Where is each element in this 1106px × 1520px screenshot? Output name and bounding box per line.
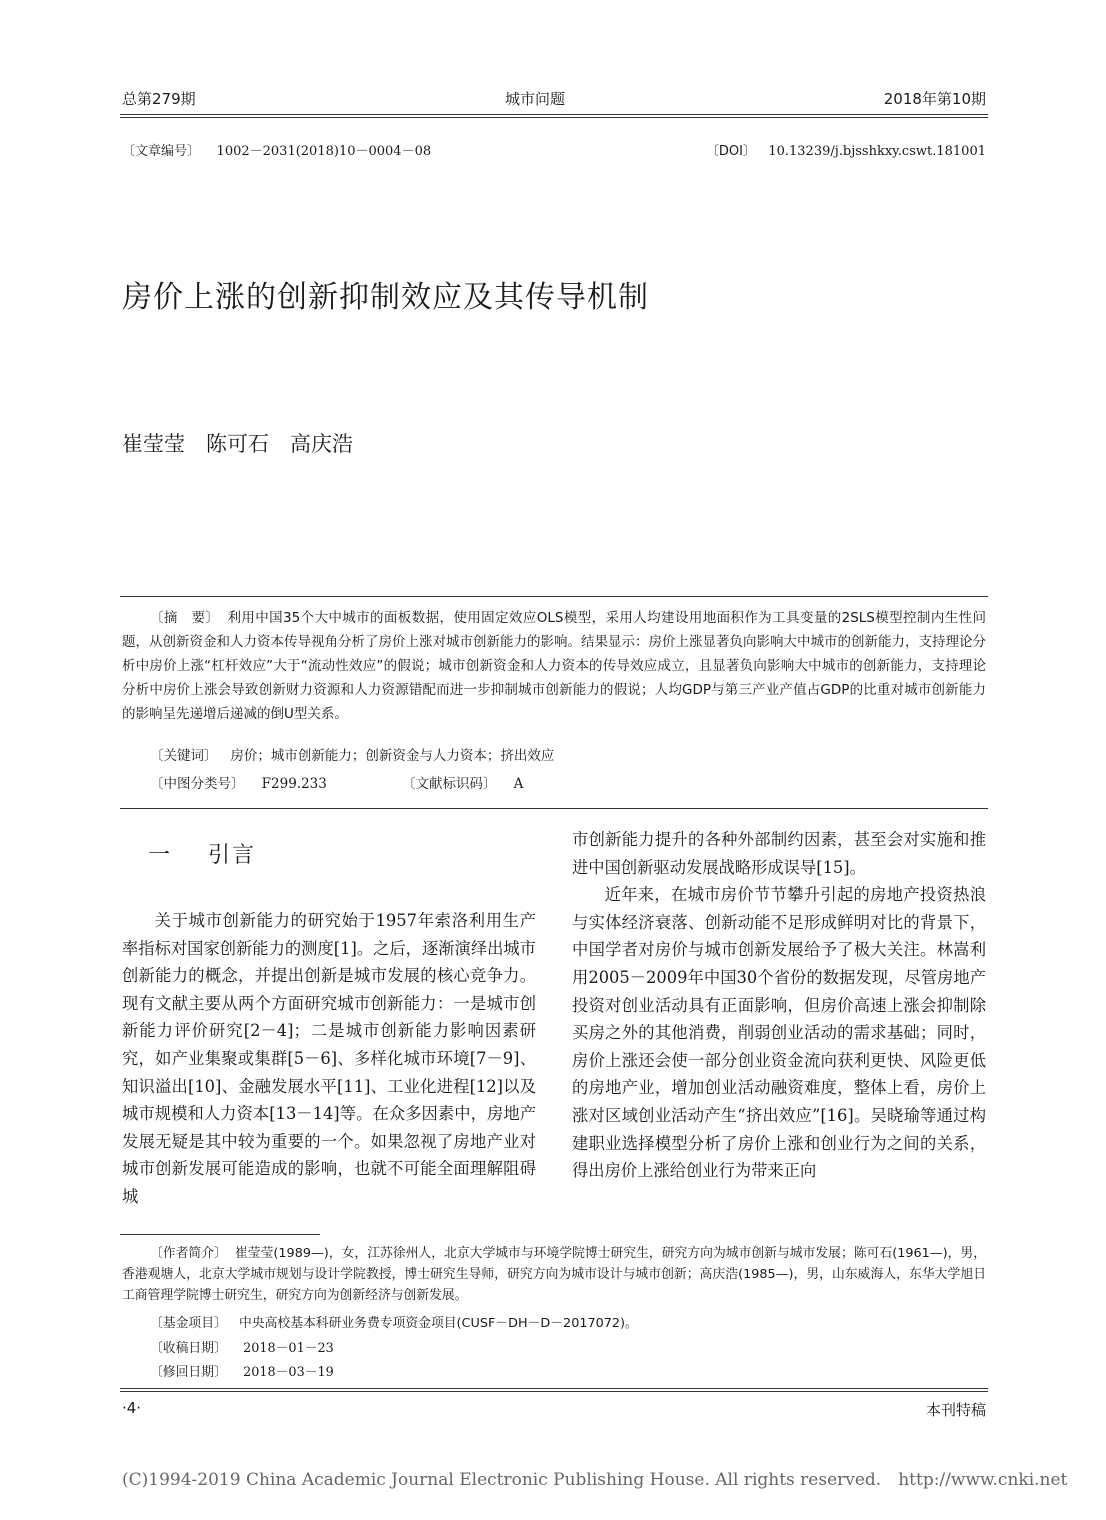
running-header-journal: 城市问题 bbox=[505, 90, 566, 108]
fund bbox=[150, 1312, 638, 1331]
article-number-label: 〔文章编号〕 bbox=[122, 144, 201, 159]
classification-value: F299.233 bbox=[261, 776, 327, 792]
revised-value: 2018－03－19 bbox=[243, 1365, 334, 1380]
paper-title: 房价上涨的创新抑制效应及其传导机制 bbox=[122, 280, 649, 315]
footer-rule-thin bbox=[120, 1391, 988, 1392]
received-value: 2018－01－23 bbox=[243, 1341, 334, 1356]
body-paragraph-continued: 市创新能力提升的各种外部制约因素，甚至会对实施和推进中国创新驱动发展战略形成误导[15]。 bbox=[572, 830, 986, 877]
column-name: 本刊特稿 bbox=[925, 1401, 986, 1419]
fund-label: 〔基金项目〕 bbox=[150, 1316, 227, 1331]
author-bio-label: 〔作者简介〕 bbox=[150, 1246, 227, 1261]
article-number bbox=[122, 140, 431, 159]
authors: 崔莹莹 陈可石 高庆浩 bbox=[122, 432, 353, 456]
abstract bbox=[122, 606, 986, 726]
body-paragraph: 近年来，在城市房价节节攀升引起的房地产投资热浪与实体经济衰落、创新动能不足形成鲜明对比的背景下，中国学者对房价与城市创新发展给予了极大关注。林嵩利用2005－2009年中国30个省份的数据发现，尽管房地产投资对创业活动具有正面影响，但房价高速上涨会抑制除买房之外的其他消费，削弱创业活动的需求基础；同时，房价上涨还会使一部分创业资金流向获利更快、风险更低的房地产业，增加创业活动融资难度，整体上看，房价上涨对区域创业活动产生“挤出效应”[16]。吴晓瑜等通过构建职业选择模型分析了房价上涨和创业行为之间的关系，得出房价上涨给创业行为带来正向 bbox=[572, 885, 986, 1181]
classification bbox=[150, 772, 327, 792]
body-left-column bbox=[122, 907, 536, 1211]
footnote-rule bbox=[120, 1234, 320, 1235]
document-code-label: 〔文献标识码〕 bbox=[402, 776, 497, 792]
body-paragraph: 关于城市创新能力的研究始于1957年索洛利用生产率指标对国家创新能力的测度[1]。之后，逐渐演绎出城市创新能力的概念，并提出创新是城市发展的核心竞争力。现有文献主要从两个方面研究城市创新能力：一是城市创新能力评价研究[2－4]；二是城市创新能力影响因素研究，如产业集聚或集群[5－6]、多样化城市环境[7－9]、知识溢出[10]、金融发展水平[11]、工业化进程[12]以及城市规模和人力资本[13－14]等。在众多因素中，房地产发展无疑是其中较为重要的一个。如果忽视了房地产业对城市创新发展可能造成的影响，也就不可能全面理解阻碍城 bbox=[122, 911, 536, 1206]
doi-value: 10.13239/j.bjsshkxy.cswt.181001 bbox=[768, 144, 986, 159]
doi bbox=[706, 140, 986, 159]
received-date bbox=[150, 1337, 334, 1356]
section-number: 一 bbox=[148, 843, 173, 868]
header-rule-thin bbox=[120, 117, 988, 118]
doi-label: 〔DOI〕 bbox=[705, 144, 756, 159]
section-title: 引言 bbox=[208, 843, 257, 868]
section-heading bbox=[148, 838, 256, 869]
keywords bbox=[150, 744, 554, 764]
abstract-label: 〔摘 要〕 bbox=[150, 610, 220, 626]
page-number: ·4· bbox=[122, 1399, 142, 1417]
revised-date bbox=[150, 1361, 334, 1380]
classification-label: 〔中图分类号〕 bbox=[150, 776, 245, 792]
header-rule bbox=[120, 114, 988, 115]
document-code bbox=[402, 772, 523, 792]
keywords-text: 房价；城市创新能力；创新资金与人力资本；挤出效应 bbox=[230, 748, 555, 764]
document-code-value: A bbox=[513, 776, 524, 792]
revised-label: 〔修回日期〕 bbox=[150, 1365, 227, 1380]
copyright-notice: (C)1994-2019 China Academic Journal Electronic Publishing House. All rights reserved. http://www.cnki.net bbox=[122, 1470, 1068, 1490]
abstract-top-rule bbox=[120, 596, 988, 597]
article-number-value: 1002－2031(2018)10－0004－08 bbox=[216, 144, 432, 159]
received-label: 〔收稿日期〕 bbox=[150, 1341, 227, 1356]
running-header-issue-total: 总第279期 bbox=[122, 90, 196, 108]
keywords-label: 〔关键词〕 bbox=[150, 748, 218, 764]
body-right-column bbox=[572, 826, 986, 1185]
footer-rule bbox=[120, 1388, 988, 1389]
fund-text: 中央高校基本科研业务费专项资金项目(CUSF－DH－D－2017072)。 bbox=[239, 1316, 638, 1331]
author-bio bbox=[122, 1243, 986, 1306]
running-header-issue: 2018年第10期 bbox=[883, 90, 986, 108]
author-bio-text: 崔莹莹(1989—)，女，江苏徐州人，北京大学城市与环境学院博士研究生，研究方向为城市创新与城市发展；陈可石(1961—)，男，香港观塘人，北京大学城市规划与设计学院教授，博士研究生导师，研究方向为城市设计与城市创新；高庆浩(1985—)，男，山东威海人，东华大学旭日工商管理学院博士研究生，研究方向为创新经济与创新发展。 bbox=[122, 1246, 987, 1303]
abstract-text: 利用中国35个大中城市的面板数据，使用固定效应OLS模型，采用人均建设用地面积作为工具变量的2SLS模型控制内生性问题，从创新资金和人力资本传导视角分析了房价上涨对城市创新能力的影响。结果显示：房价上涨显著负向影响大中城市的创新能力，支持理论分析中房价上涨“杠杆效应”大于“流动性效应”的假说；城市创新资金和人力资本的传导效应成立，且显著负向影响大中城市的创新能力，支持理论分析中房价上涨会导致创新财力资源和人力资源错配而进一步抑制城市创新能力的假说；人均GDP与第三产业产值占GDP的比重对城市创新能力的影响呈先递增后递减的倒U型关系。 bbox=[122, 610, 986, 722]
abstract-bottom-rule bbox=[120, 808, 988, 809]
